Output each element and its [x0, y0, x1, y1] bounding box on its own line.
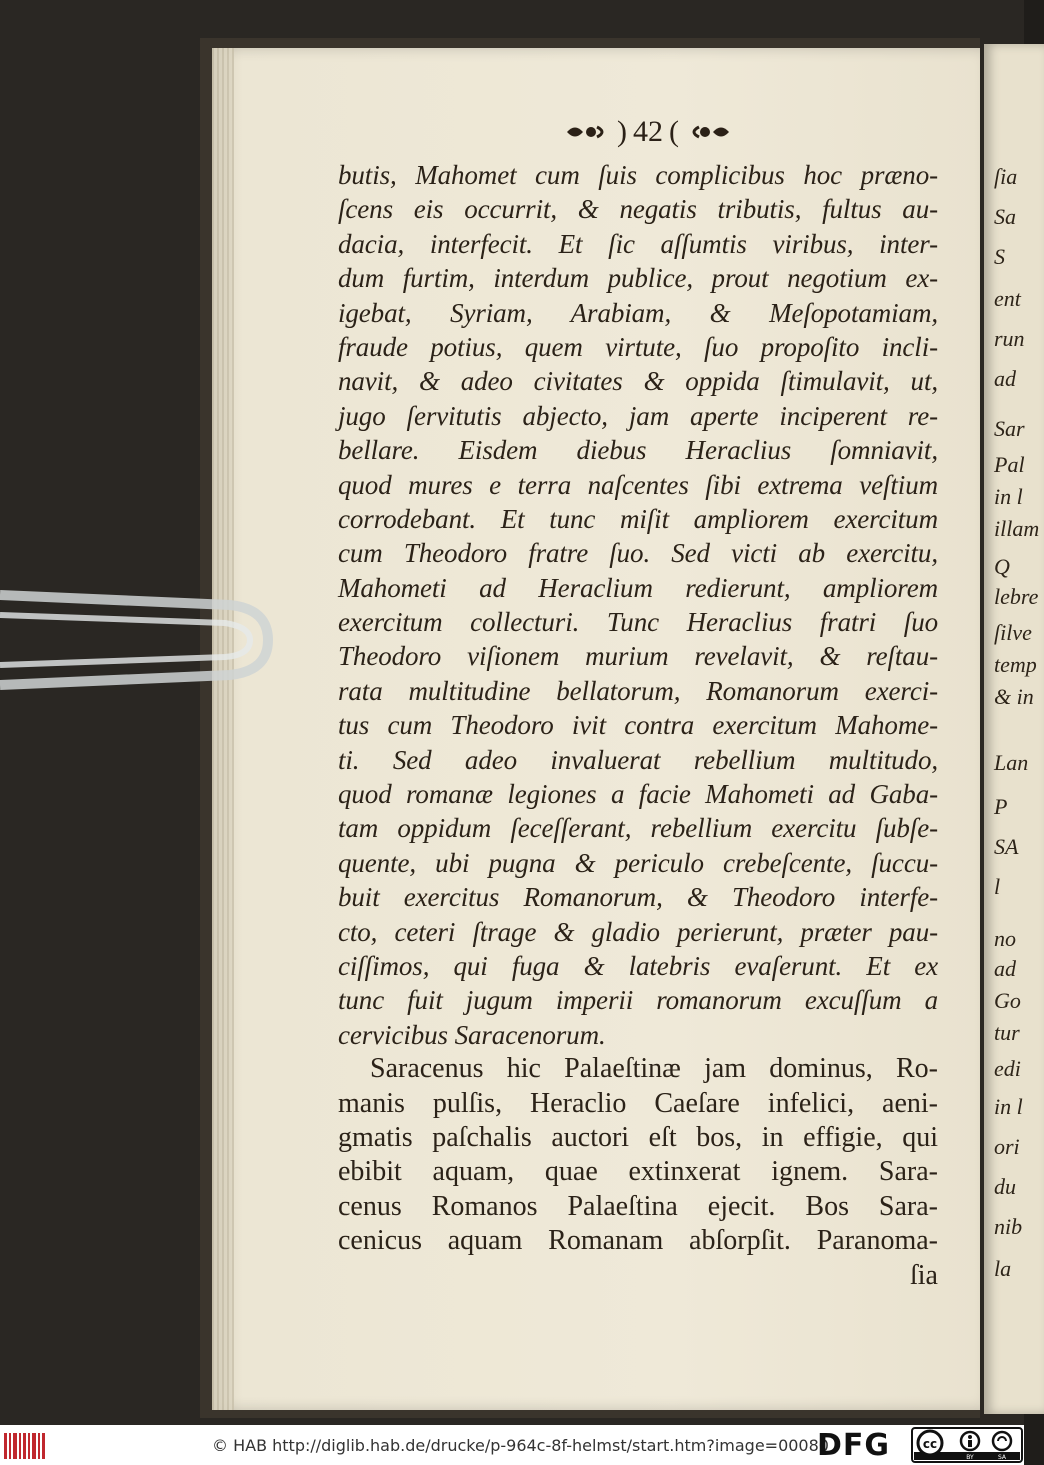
text-line: Theodoro viſionem murium revelavit, & reſtau-: [338, 641, 938, 672]
facing-page-fragment: in l: [994, 1094, 1023, 1119]
text-line: tunc fuit jugum imperii romanorum excuſſum a: [338, 985, 938, 1016]
facing-page-fragment: & in: [994, 684, 1034, 709]
header-paren-left: ): [617, 115, 627, 148]
facing-page-fragment: ad: [994, 366, 1016, 391]
body-text: [338, 158, 938, 1293]
viewer-footer: [0, 1425, 1024, 1465]
text-line: dacia, interfecit. Et ſic aſſumtis viribus, inter-: [338, 228, 938, 259]
facing-page-fragment: la: [994, 1256, 1012, 1281]
svg-text:cc: cc: [922, 1437, 938, 1451]
text-line: gmatis paſchalis auctori eſt bos, in effigie, qui: [338, 1121, 938, 1153]
text-line: quente, ubi pugna & periculo crebeſcente, ſuccu-: [338, 847, 938, 878]
page-header: [538, 112, 758, 152]
facing-page-fragment: in l: [994, 484, 1023, 509]
facing-page-fragment: S: [994, 244, 1005, 269]
facing-page-fragment: run: [994, 326, 1025, 351]
text-line: cenicus aquam Romanam abſorpſit. Paranoma-: [338, 1225, 938, 1257]
text-line: buit exercitus Romanorum, & Theodoro interfe-: [338, 882, 938, 913]
barcode-icon: [4, 1433, 48, 1459]
text-line: fraude potius, quem virtute, ſuo propoſito incli-: [338, 331, 938, 362]
dfg-logo: DFG: [817, 1428, 891, 1463]
text-line: Mahometi ad Heraclium redierunt, ampliorem: [338, 572, 938, 603]
text-line: cto, ceteri ſtrage & gladio perierunt, præter pau-: [338, 916, 938, 947]
text-line: butis, Mahomet cum ſuis complicibus hoc præno-: [338, 160, 938, 190]
text-line: bellare. Eisdem diebus Heraclius ſomniavit,: [338, 435, 938, 466]
text-line: ciſſimos, qui fuga & latebris evaſerunt. Et ex: [338, 950, 938, 981]
page-gutter: [212, 48, 234, 1410]
text-line: navit, & adeo civitates & oppida ſtimulavit, ut,: [338, 366, 938, 397]
paper-clip-icon: [0, 575, 275, 705]
facing-page-edge: [984, 44, 1044, 1414]
facing-page-fragment: edi: [994, 1056, 1021, 1081]
copyright-link[interactable]: © HAB http://diglib.hab.de/drucke/p-964c-8f-helmst/start.htm?image=00080: [212, 1436, 829, 1455]
facing-page-fragment: lebre: [994, 584, 1039, 609]
license-by-label: BY: [966, 1454, 974, 1461]
facing-page-fragment: SA: [994, 834, 1019, 859]
text-line: cervicibus Saracenorum.: [338, 1019, 606, 1050]
facing-page-fragment: l: [994, 874, 1001, 899]
facing-page-fragment: ori: [994, 1134, 1020, 1159]
facing-page-fragment: nib: [994, 1214, 1023, 1239]
license-sa-label: SA: [997, 1454, 1007, 1461]
text-line: rata multitudine bellatorum, Romanorum exerci-: [338, 675, 938, 706]
facing-page-fragment: ſilve: [994, 620, 1032, 645]
text-line: ſcens eis occurrit, & negatis tributis, fultus au-: [338, 194, 938, 225]
text-line: exercitum collecturi. Tunc Heraclius fratri ſuo: [338, 607, 938, 638]
ornament-right-icon: [685, 121, 731, 143]
facing-page-fragment: ad: [994, 956, 1016, 981]
text-line: quod romanæ legiones a facie Mahometi ad Gaba-: [338, 779, 938, 810]
facing-page-fragment: Q: [994, 554, 1010, 579]
facing-page-fragment: ent: [994, 286, 1021, 311]
text-line: tam oppidum ſeceſſerant, rebellium exercitu ſubſe-: [338, 813, 938, 844]
facing-page-fragment: tur: [994, 1020, 1020, 1045]
text-line: ebibit aquam, quae extinxerat ignem. Sara-: [338, 1156, 938, 1188]
text-line: cenus Romanos Palaeſtina ejecit. Bos Sara-: [338, 1190, 938, 1222]
facing-page-fragment: Sa: [994, 204, 1016, 229]
facing-page-fragment: Sar: [994, 416, 1025, 441]
cc-by-sa-icon[interactable]: [912, 1428, 1022, 1462]
facing-page-fragment: du: [994, 1174, 1016, 1199]
facing-page-fragment: Go: [994, 988, 1021, 1013]
text-line: quod mures e terra naſcentes ſibi extrema veſtium: [338, 469, 938, 500]
facing-page-fragment: P: [994, 794, 1008, 819]
text-line: manis pulſis, Heraclio Caeſare infelici, aeni-: [338, 1087, 938, 1119]
text-line: jugo ſervitutis abjecto, jam aperte inciperent re-: [338, 400, 938, 431]
facing-page-fragment: no: [994, 926, 1016, 951]
header-paren-right: (: [669, 115, 679, 148]
page-number: 42: [633, 115, 663, 148]
facing-page-fragment: ſia: [994, 164, 1018, 189]
text-line: ti. Sed adeo invaluerat rebellium multitudo,: [338, 744, 938, 775]
text-line: dum furtim, interdum publice, prout negotium ex-: [338, 263, 938, 294]
text-line: ſia: [910, 1259, 938, 1291]
facing-page-fragment: illam: [994, 516, 1040, 541]
facing-page-fragment: Lan: [994, 750, 1029, 775]
facing-page-fragment: Pal: [994, 452, 1025, 477]
ornament-left-icon: [565, 121, 611, 143]
facing-page-fragment: temp: [994, 652, 1037, 677]
text-line: tus cum Theodoro ivit contra exercitum Mahome-: [338, 710, 938, 741]
text-line: cum Theodoro fratre ſuo. Sed victi ab exercitu,: [338, 538, 938, 569]
text-line: igebat, Syriam, Arabiam, & Meſopotamiam,: [338, 297, 938, 328]
text-line: corrodebant. Et tunc miſit ampliorem exercitum: [338, 503, 938, 534]
text-line: Saracenus hic Palaeſtinæ jam dominus, Ro-: [370, 1053, 938, 1085]
